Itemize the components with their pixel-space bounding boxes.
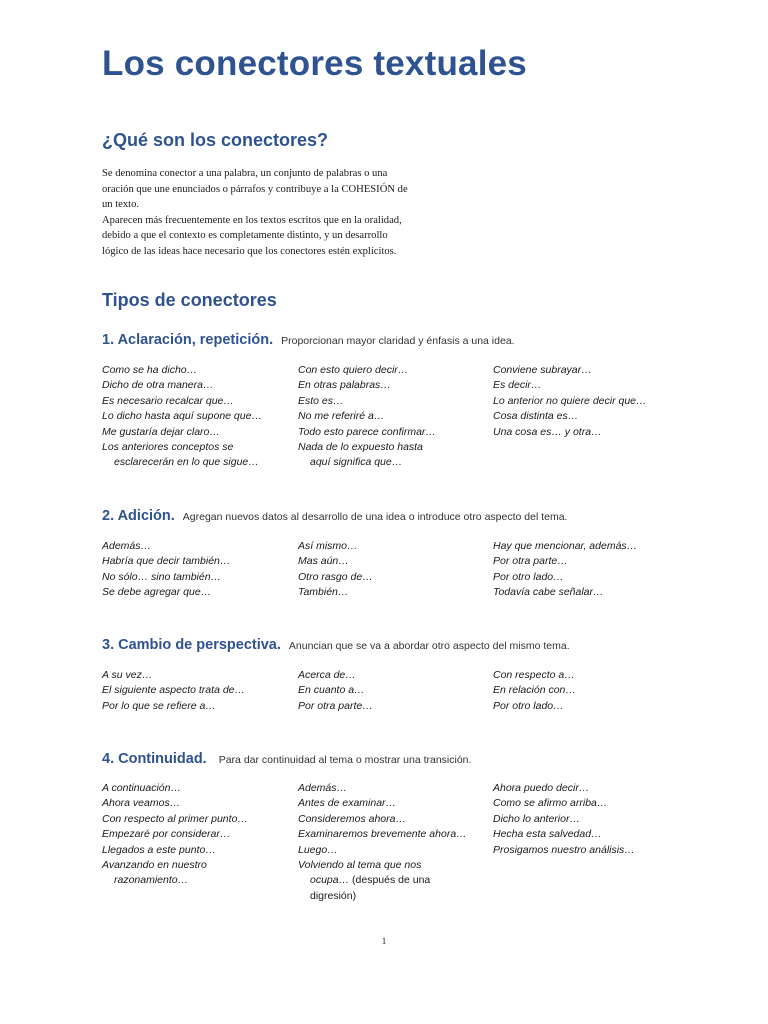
connector-item: Además… [298,782,348,794]
section-perspectiva-col3 [493,668,693,714]
connector-item: Hay que mencionar, además… [493,540,638,552]
connector-item: Dicho lo anterior… [493,812,580,825]
connector-item: aquí significa que… [310,456,403,469]
intro-line: lógico de las ideas hace necesario que los conectores estén explícitos. [102,245,397,257]
connector-item: Empezaré por considerar… [102,828,231,841]
section-adicion-col3 [493,539,693,601]
connector-item: En cuanto a… [298,684,365,697]
section-continuidad-col3 [493,781,693,858]
connector-item: En relación con… [493,684,576,697]
section-adicion-col1 [102,539,292,601]
intro-line: Aparecen más frecuentemente en los textos escritos que en la oralidad, [102,214,402,226]
page-number: 1 [381,936,387,946]
section-aclaracion-heading [102,331,515,349]
intro-line: oración que une enunciados o párrafos y contribuye a la COHESIÓN de [102,183,408,195]
section-description: Anuncian que se va a abordar otro aspecto del mismo tema. [288,640,570,652]
connector-item: Como se afirmo arriba… [493,797,608,810]
connector-item: Además… [102,540,152,552]
section-aclaracion-col1 [102,363,292,471]
section-description: Para dar continuidad al tema o mostrar una transición. [218,754,472,766]
connector-item: A continuación… [102,782,181,794]
connector-item: Por otro lado… [493,570,564,583]
connector-item: Esto es… [298,394,344,407]
connector-item: Ahora puedo decir… [493,782,590,794]
section-description: Proporcionan mayor claridad y énfasis a una idea. [281,335,515,347]
section-continuidad-col2 [298,781,488,904]
connector-item: Es decir… [493,379,542,392]
connector-item: Se debe agregar que… [102,586,212,599]
connector-item: No me referiré a… [298,410,385,423]
connector-item: Mas aún… [298,555,349,568]
connector-item: En otras palabras… [298,379,391,392]
connector-item: Todo esto parece confirmar… [298,425,436,438]
connector-item-wrap [298,873,488,888]
section-perspectiva-col1 [102,668,292,714]
connector-item: Por otro lado… [493,699,564,712]
connector-item: Luego… [298,843,338,856]
connector-item: Examinaremos brevemente ahora… [298,828,467,841]
intro-line: Se denomina conector a una palabra, un conjunto de palabras o una [102,168,388,179]
connector-item: Con respecto a… [493,669,575,681]
connector-note: (después de una [352,874,431,887]
section-continuidad-col1 [102,781,292,889]
connector-item: Habría que decir también… [102,555,231,568]
connector-item: Antes de examinar… [298,797,397,810]
connector-item: Llegados a este punto… [102,843,216,856]
page-title: Los conectores textuales [102,44,527,83]
connector-item: Avanzando en nuestro [102,859,207,872]
connector-item: Como se ha dicho… [102,364,198,376]
connector-item: Dicho de otra manera… [102,379,214,392]
connector-item: Los anteriores conceptos se [102,441,234,454]
connector-item: Con esto quiero decir… [298,364,409,376]
connector-item: Acerca de… [298,669,356,681]
connector-item: Nada de lo expuesto hasta [298,441,423,454]
connector-item: Lo anterior no quiere decir que… [493,394,647,407]
connector-item: Prosigamos nuestro análisis… [493,843,635,856]
connector-item: Una cosa es… y otra… [493,425,602,438]
section-title: 3. Cambio de perspectiva. [102,637,281,653]
connector-item: Todavía cabe señalar… [493,586,604,599]
intro-line: un texto. [102,199,140,210]
section-adicion-heading [102,507,567,525]
connector-item: ocupa… [310,874,350,887]
connector-item: A su vez… [102,669,153,681]
connector-item: Con respecto al primer punto… [102,812,248,825]
intro-paragraph [102,166,482,259]
connector-item: No sólo… sino también… [102,570,222,583]
intro-line: debido a que el contexto es completamente distinto, y un desarrollo [102,230,388,241]
connector-item: Por otra parte… [298,699,373,712]
connector-item: Lo dicho hasta aquí supone que… [102,410,262,423]
section-continuidad-heading [102,750,471,768]
section-description: Agregan nuevos datos al desarrollo de una idea o introduce otro aspecto del tema. [182,511,568,523]
intro-heading: ¿Qué son los conectores? [102,130,329,150]
connector-item: Por otra parte… [493,555,568,568]
connector-item: Hecha esta salvedad… [493,828,602,841]
section-aclaracion-col2 [298,363,488,471]
connector-item: Ahora veamos… [102,797,181,810]
connector-item: esclarecerán en lo que sigue… [114,456,259,469]
connector-item: Así mismo… [298,540,358,552]
connector-item: Me gustaría dejar claro… [102,425,220,438]
section-title: 2. Adición. [102,508,175,524]
connector-item: Es necesario recalcar que… [102,394,234,407]
connector-item: Por lo que se refiere a… [102,699,216,712]
section-aclaracion-col3 [493,363,693,440]
section-title: 1. Aclaración, repetición. [102,332,274,348]
section-title: 4. Continuidad. [102,751,207,767]
connector-item: También… [298,586,349,599]
section-perspectiva-col2 [298,668,488,714]
connector-item: El siguiente aspecto trata de… [102,684,246,697]
connector-item: razonamiento… [114,874,189,887]
connector-item: Otro rasgo de… [298,570,373,583]
connector-note: digresión) [310,889,357,902]
connector-item: Volviendo al tema que nos [298,859,422,872]
section-adicion-col2 [298,539,488,601]
section-perspectiva-heading [102,636,570,654]
types-heading: Tipos de conectores [102,290,277,310]
connector-item: Cosa distinta es… [493,410,579,423]
connector-item: Conviene subrayar… [493,364,592,376]
connector-item: Consideremos ahora… [298,812,406,825]
